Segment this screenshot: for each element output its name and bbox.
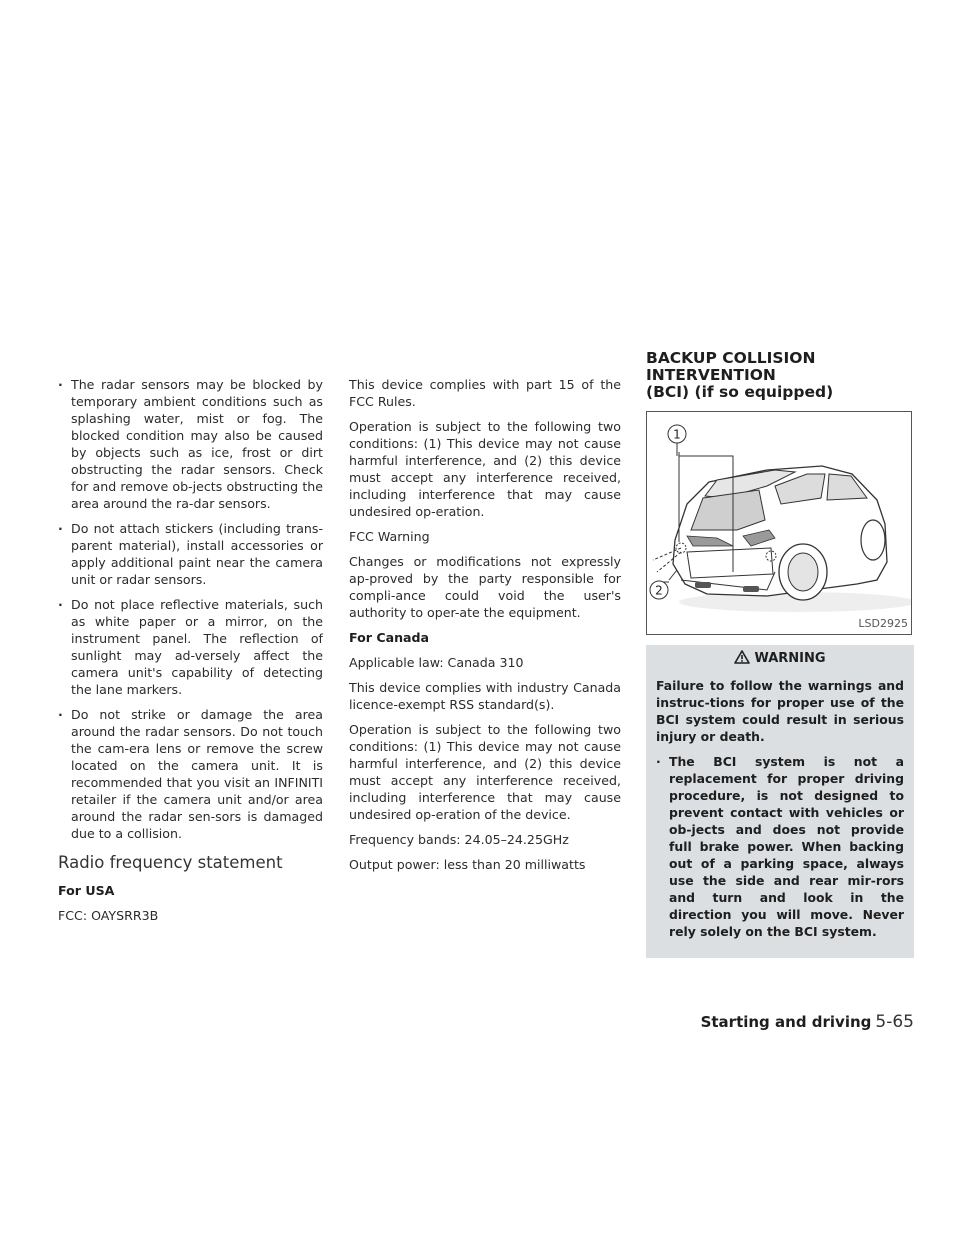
operation-conditions-text: Operation is subject to the following two conditions: (1) This device may not cause harmful interference, and (2) this device must accept any interference received, including interference that may cause undesired op-eration. [349, 419, 621, 519]
list-item: · Do not place reflective materials, such as white paper or a mirror, on the instrument panel. The reflection of sunlight may ad-versely affect the camera unit's capability of detecting the lane markers. [58, 597, 323, 697]
fcc-compliance-text: This device complies with part 15 of the FCC Rules. [349, 377, 621, 409]
callout-1: 1 [673, 427, 681, 442]
list-item: · The BCI system is not a replacement for proper driving procedure, is not designed to prevent contact with vehicles or ob-jects and does not provide full brake power. When backing out of a parking space, always use the side and rear mir-rors and turn and look in the direction you will move. Never rely solely on the BCI system. [656, 754, 904, 939]
middle-column [349, 376, 621, 881]
list-item: · Do not strike or damage the area around the radar sensors. Do not touch the cam-era lens or remove the screw located on the camera unit. It is recommended that you visit an INFINITI retailer if the camera unit and/or area around the radar sen-sors is damaged due to a collision. [58, 707, 323, 841]
warning-icon [734, 650, 750, 671]
radio-frequency-heading: Radio frequency statement [58, 853, 283, 872]
suv-rear-illustration [647, 412, 911, 634]
vehicle-sensor-figure [646, 411, 912, 635]
figure-id: LSD2925 [858, 617, 908, 630]
warning-heading: WARNING [656, 649, 904, 671]
right-column [646, 350, 914, 958]
modification-warning-text: Changes or modifications not expressly ap-proved by the party responsible for compli-ance could void the user's authority to oper-ate the equipment. [349, 554, 621, 620]
warning-box [646, 645, 914, 958]
frequency-bands-text: Frequency bands: 24.05–24.25GHz [349, 832, 569, 847]
usa-fcc-id: FCC: OAYSRR3B [58, 908, 159, 923]
applicable-law-text: Applicable law: Canada 310 [349, 655, 524, 670]
callout-2: 2 [655, 583, 663, 598]
sensor-caution-list [58, 376, 323, 842]
usa-heading: For USA [58, 883, 115, 898]
warning-list [656, 753, 904, 940]
left-column [58, 376, 323, 932]
warning-intro: Failure to follow the warnings and instruc-tions for proper use of the BCI system could result in serious injury or death. [656, 678, 904, 744]
section-title: BACKUP COLLISION INTERVENTION (BCI) (if so equipped) [646, 349, 834, 401]
canada-conditions-text: Operation is subject to the following two conditions: (1) This device may not cause harmful interference, and (2) this device must accept any interference received, including interference that may cause undesired op-eration of the device. [349, 722, 621, 822]
list-item: · The radar sensors may be blocked by temporary ambient conditions such as splashing water, mist or fog. The blocked condition may also be caused by objects such as ice, frost or dirt obstructing the radar sensors. Check for and remove ob-jects obstructing the area around the ra-dar sensors. [58, 377, 323, 511]
page-footer [701, 1012, 914, 1032]
canada-heading: For Canada [349, 630, 430, 645]
rss-compliance-text: This device complies with industry Canada licence-exempt RSS standard(s). [349, 680, 621, 712]
output-power-text: Output power: less than 20 milliwatts [349, 857, 586, 872]
list-item: · Do not attach stickers (including trans-parent material), install accessories or apply additional paint near the camera unit or radar sensors. [58, 521, 323, 587]
fcc-warning-label: FCC Warning [349, 529, 430, 544]
page-number: 5-65 [875, 1012, 914, 1032]
footer-section-name: Starting and driving [700, 1013, 872, 1031]
